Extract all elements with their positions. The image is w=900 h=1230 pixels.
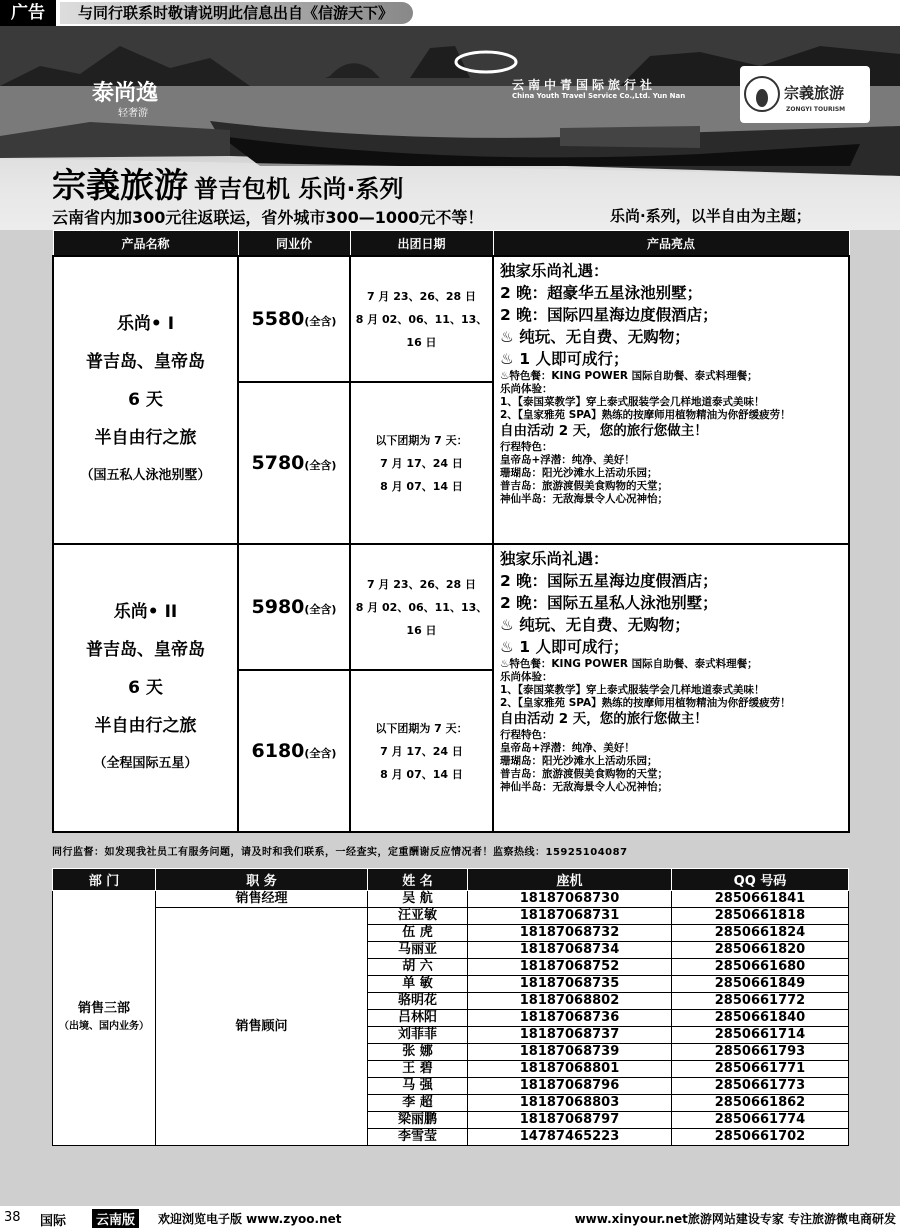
staff-phone: 18187068796 (468, 1078, 672, 1095)
staff-table (52, 868, 849, 1146)
product-name-line: 半自由行之旅 (94, 716, 197, 736)
staff-qq: 2850661773 (672, 1078, 849, 1095)
product-name-line: 6 天 (128, 678, 163, 698)
highlight-line: 独家乐尚礼遇： (500, 262, 609, 280)
product-name-line: 乐尚• I (116, 314, 175, 334)
staff-phone: 18187068737 (468, 1027, 672, 1044)
header-product-name: 产品名称 (53, 231, 238, 257)
supervision-notice: 同行监督：如发现我社员工有服务问题，请及时和我们联系，一经查实，定重酬谢反应情况者！监察热线：15925104087 (52, 847, 628, 858)
date-line: 16 日 (406, 623, 437, 637)
highlight-line: ♨ 1 人即可成行； (500, 350, 629, 368)
price-inc: (全含) (304, 459, 337, 472)
highlight-line: 2 晚：国际四星海边度假酒店； (500, 306, 718, 324)
zongyi-logo (740, 66, 870, 123)
staff-phone: 18187068732 (468, 925, 672, 942)
page-title (52, 158, 403, 207)
staff-name: 马丽亚 (368, 942, 468, 959)
staff-qq: 2850661680 (672, 959, 849, 976)
price-inc: (全含) (304, 315, 337, 328)
highlight-line: 2 晚：国际五星私人泳池别墅； (500, 594, 718, 612)
price-value: 6180 (251, 740, 305, 762)
ad-label: 广告 (0, 0, 56, 26)
header-phone: 座机 (468, 869, 672, 891)
date-cell (350, 382, 493, 544)
highlight-detail: 1、【泰国菜教学】穿上泰式服装学会几样地道泰式美味！ (500, 684, 765, 696)
date-line: 16 日 (406, 335, 437, 349)
product-title: 普吉包机 乐尚·系列 (194, 175, 404, 203)
highlight-detail: 乐尚体验： (500, 383, 553, 395)
date-cell (350, 544, 493, 670)
staff-qq: 2850661702 (672, 1129, 849, 1146)
highlight-detail: 2、【皇家雅苑 SPA】熟练的按摩师用植物精油为你舒缓疲劳！ (500, 697, 791, 709)
product-name-line: 乐尚• II (113, 602, 178, 622)
price-cell (238, 544, 350, 670)
highlight-detail: 神仙半岛：无敌海景令人心况神怡； (500, 493, 668, 505)
staff-name: 吴 航 (368, 891, 468, 908)
date-line: 8 月 02、06、11、13、 (355, 312, 488, 326)
edition-label: 云南版 (92, 1209, 139, 1228)
product-name-note: （国五私人泳池别墅） (80, 468, 211, 483)
price-value: 5780 (251, 452, 305, 474)
transfer-note: 云南省内加300元往返联运，省外城市300—1000元不等！ (52, 208, 484, 227)
department-note: （出境、国内业务） (59, 1021, 149, 1032)
staff-row (53, 891, 849, 908)
staff-qq: 2850661793 (672, 1044, 849, 1061)
highlight-detail: 乐尚体验： (500, 671, 553, 683)
product-2-name (53, 544, 238, 832)
date-line: 7 月 23、26、28 日 (366, 577, 477, 591)
staff-name: 张 娜 (368, 1044, 468, 1061)
staff-phone: 18187068802 (468, 993, 672, 1010)
footprint-icon (740, 66, 870, 123)
staff-name: 胡 六 (368, 959, 468, 976)
staff-phone: 18187068803 (468, 1095, 672, 1112)
staff-name: 马 强 (368, 1078, 468, 1095)
top-ad-bar (0, 0, 900, 26)
price-cell (238, 670, 350, 832)
product-1-highlights (493, 256, 849, 544)
highlight-detail: ♨特色餐：KING POWER 国际自助餐、泰式料理餐； (500, 658, 758, 670)
product-name-line: 普吉岛、皇帝岛 (86, 352, 205, 372)
position-cell: 销售顾问 (156, 908, 368, 1146)
header-department: 部 门 (53, 869, 156, 891)
brand-logo-cn: 宗義旅游 (784, 84, 845, 102)
staff-phone: 18187068730 (468, 891, 672, 908)
staff-phone: 14787465223 (468, 1129, 672, 1146)
agency-name-cn: 云南中青国际旅行社 (512, 78, 657, 92)
header-date: 出团日期 (350, 231, 493, 257)
staff-name: 李 超 (368, 1095, 468, 1112)
highlight-detail: 1、【泰国菜教学】穿上泰式服装学会几样地道泰式美味！ (500, 396, 765, 408)
price-cell (238, 382, 350, 544)
brand-title: 宗義旅游 (52, 166, 188, 206)
highlight-line: 2 晚：国际五星海边度假酒店； (500, 572, 718, 590)
staff-row (53, 908, 849, 925)
date-cell (350, 670, 493, 832)
date-cell (350, 256, 493, 382)
department-cell (53, 891, 156, 1146)
page-footer (0, 1206, 900, 1230)
date-line: 7 月 23、26、28 日 (366, 289, 477, 303)
staff-qq: 2850661772 (672, 993, 849, 1010)
staff-qq: 2850661849 (672, 976, 849, 993)
date-line: 8 月 07、14 日 (380, 479, 463, 493)
staff-qq: 2850661714 (672, 1027, 849, 1044)
highlight-detail: 普吉岛：旅游渡假美食购物的天堂； (500, 768, 668, 780)
staff-name: 刘菲菲 (368, 1027, 468, 1044)
price-value: 5580 (251, 308, 305, 330)
highlight-detail: ♨特色餐：KING POWER 国际自助餐、泰式料理餐； (500, 370, 758, 382)
product-1-name (53, 256, 238, 544)
section-label: 国际 (40, 1214, 67, 1229)
staff-name: 吕林阳 (368, 1010, 468, 1027)
date-line: 8 月 07、14 日 (380, 767, 463, 781)
date-line: 7 月 17、24 日 (380, 456, 463, 470)
staff-phone: 18187068734 (468, 942, 672, 959)
calligraphy-text: 泰尚逸 (92, 80, 159, 106)
highlight-line: 独家乐尚礼遇： (500, 550, 609, 568)
department-name: 销售三部 (77, 1001, 130, 1016)
price-inc: (全含) (304, 603, 337, 616)
header-name: 姓 名 (368, 869, 468, 891)
price-value: 5980 (251, 596, 305, 618)
staff-qq: 2850661818 (672, 908, 849, 925)
date-line: 以下团期为 7 天： (375, 721, 468, 735)
product-2-highlights (493, 544, 849, 832)
staff-qq: 2850661841 (672, 891, 849, 908)
price-inc: (全含) (304, 747, 337, 760)
date-line: 7 月 17、24 日 (380, 744, 463, 758)
header-price: 同业价 (238, 231, 350, 257)
footer-right-text: www.xinyour.net旅游网站建设专家 专注旅游微电商研发 (574, 1212, 896, 1226)
staff-phone: 18187068752 (468, 959, 672, 976)
header-highlights: 产品亮点 (493, 231, 849, 257)
staff-name: 骆明花 (368, 993, 468, 1010)
staff-qq: 2850661824 (672, 925, 849, 942)
page-number: 38 (4, 1210, 21, 1225)
staff-qq: 2850661774 (672, 1112, 849, 1129)
ad-notice: 与同行联系时敬请说明此信息出自《信游天下》 (60, 2, 413, 24)
highlight-detail: 珊瑚岛：阳光沙滩水上活动乐园； (500, 467, 658, 479)
staff-name: 王 碧 (368, 1061, 468, 1078)
highlight-detail: 珊瑚岛：阳光沙滩水上活动乐园； (500, 755, 658, 767)
highlight-detail: 2、【皇家雅苑 SPA】熟练的按摩师用植物精油为你舒缓疲劳！ (500, 409, 791, 421)
staff-qq: 2850661820 (672, 942, 849, 959)
header-position: 职 务 (156, 869, 368, 891)
price-cell (238, 256, 350, 382)
brand-logo-en: ZONGYI TOURISM (786, 106, 846, 113)
staff-phone: 18187068797 (468, 1112, 672, 1129)
product-name-line: 普吉岛、皇帝岛 (86, 640, 205, 660)
highlight-detail: 普吉岛：旅游渡假美食购物的天堂； (500, 480, 668, 492)
agency-name (458, 76, 730, 118)
highlight-detail: 皇帝岛+浮潜：纯净、美好！ (500, 454, 635, 466)
highlight-detail: 行程特色： (500, 441, 553, 453)
date-line: 8 月 02、06、11、13、 (355, 600, 488, 614)
product-table (52, 230, 850, 833)
staff-phone: 18187068731 (468, 908, 672, 925)
product-name-note: （全程国际五星） (93, 756, 198, 771)
staff-name: 李雪莹 (368, 1129, 468, 1146)
staff-phone: 18187068736 (468, 1010, 672, 1027)
highlight-line: ♨ 1 人即可成行； (500, 638, 629, 656)
footer-left-text: 欢迎浏览电子版 www.zyoo.net (158, 1212, 342, 1226)
highlight-detail: 皇帝岛+浮潜：纯净、美好！ (500, 742, 635, 754)
staff-qq: 2850661840 (672, 1010, 849, 1027)
highlight-detail: 神仙半岛：无敌海景令人心况神怡； (500, 781, 668, 793)
agency-name-en: China Youth Travel Service Co.,Ltd. Yun Nan (512, 92, 686, 100)
staff-name: 汪亚敏 (368, 908, 468, 925)
staff-name: 伍 虎 (368, 925, 468, 942)
highlight-free: 自由活动 2 天，您的旅行您做主！ (500, 423, 708, 439)
staff-name: 梁丽鹏 (368, 1112, 468, 1129)
highlight-line: ♨ 纯玩、无自费、无购物； (500, 616, 690, 634)
product-name-line: 半自由行之旅 (94, 428, 197, 448)
staff-qq: 2850661862 (672, 1095, 849, 1112)
staff-qq: 2850661771 (672, 1061, 849, 1078)
staff-phone: 18187068739 (468, 1044, 672, 1061)
series-note: 乐尚·系列，以半自由为主题； (610, 207, 811, 225)
highlight-free: 自由活动 2 天，您的旅行您做主！ (500, 711, 708, 727)
highlight-detail: 行程特色： (500, 729, 553, 741)
calligraphy-subtext: 轻奢游 (118, 108, 148, 119)
staff-name: 单 敏 (368, 976, 468, 993)
highlight-line: 2 晚：超豪华五星泳池别墅； (500, 284, 703, 302)
highlight-line: ♨ 纯玩、无自费、无购物； (500, 328, 690, 346)
staff-phone: 18187068735 (468, 976, 672, 993)
staff-phone: 18187068801 (468, 1061, 672, 1078)
date-line: 以下团期为 7 天： (375, 433, 468, 447)
position-cell: 销售经理 (156, 891, 368, 908)
header-qq: QQ 号码 (672, 869, 849, 891)
product-name-line: 6 天 (128, 390, 163, 410)
